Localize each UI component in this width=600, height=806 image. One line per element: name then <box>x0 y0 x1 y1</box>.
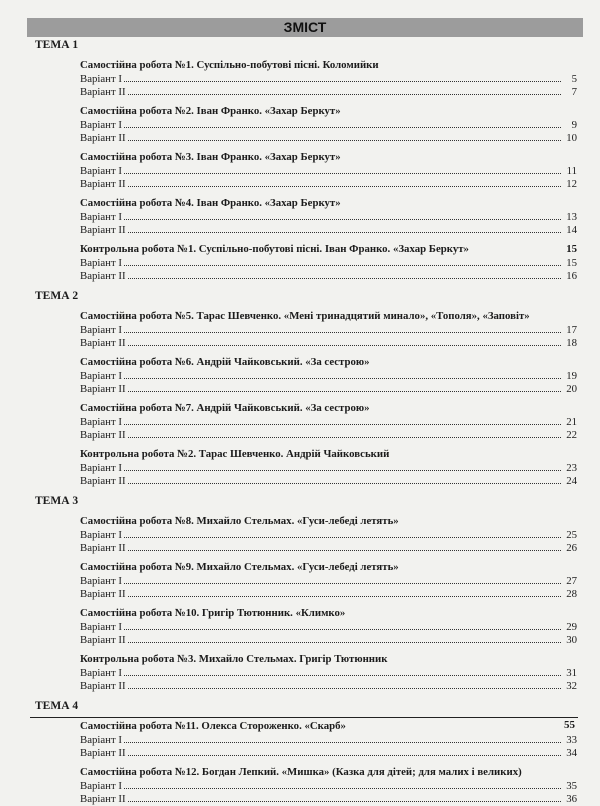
work-title: Самостійна робота №5. Тарас Шевченко. «Мені тринадцятий минало», «Тополя», «Заповіт» <box>80 310 530 322</box>
work-title-row <box>80 513 577 529</box>
variant-row <box>80 793 577 806</box>
variant-page-number: 23 <box>566 462 577 474</box>
work-title: Самостійна робота №12. Богдан Лепкий. «Мишка» (Казка для дітей; для малих і великих) <box>80 766 522 778</box>
work-title: Самостійна робота №11. Олекса Стороженко. «Скарб» <box>80 720 346 732</box>
variant-label: Варіант I <box>80 575 122 587</box>
dot-leader <box>128 179 561 187</box>
work-page-number: 15 <box>566 243 577 255</box>
variant-row <box>80 270 577 283</box>
dot-leader <box>128 384 561 392</box>
theme-heading: ТЕМА 2 <box>35 290 79 302</box>
variant-page-number: 33 <box>566 734 577 746</box>
variant-row <box>80 257 577 270</box>
variant-row <box>80 224 577 237</box>
dot-leader <box>124 371 561 379</box>
work-title: Самостійна робота №9. Михайло Стельмах. «Гуси-лебеді летять» <box>80 561 399 573</box>
variant-page-number: 34 <box>566 747 577 759</box>
variant-page-number: 15 <box>566 257 577 269</box>
variant-page-number: 32 <box>566 680 577 692</box>
variant-row <box>80 86 577 99</box>
variant-label: Варіант II <box>80 86 126 98</box>
work-title-row <box>80 764 577 780</box>
work-title: Самостійна робота №2. Іван Франко. «Захар Беркут» <box>80 105 341 117</box>
dot-leader <box>128 476 561 484</box>
variant-page-number: 36 <box>566 793 577 805</box>
variant-row <box>80 324 577 337</box>
variant-page-number: 9 <box>571 119 577 131</box>
work-title: Самостійна робота №3. Іван Франко. «Захар Беркут» <box>80 151 341 163</box>
work-title-row <box>80 559 577 575</box>
variant-row <box>80 337 577 350</box>
variant-page-number: 17 <box>566 324 577 336</box>
dot-leader <box>124 74 561 82</box>
work-title-row <box>80 103 577 119</box>
dot-leader <box>124 417 561 425</box>
variant-label: Варіант II <box>80 588 126 600</box>
variant-label: Варіант I <box>80 621 122 633</box>
variant-row <box>80 575 577 588</box>
variant-page-number: 22 <box>566 429 577 441</box>
variant-row <box>80 429 577 442</box>
variant-label: Варіант I <box>80 667 122 679</box>
variant-label: Варіант I <box>80 119 122 131</box>
work-title-row <box>80 354 577 370</box>
variant-row <box>80 734 577 747</box>
variant-page-number: 12 <box>566 178 577 190</box>
variant-label: Варіант I <box>80 462 122 474</box>
dot-leader <box>124 325 561 333</box>
dot-leader <box>124 530 561 538</box>
dot-leader <box>128 338 561 346</box>
variant-row <box>80 747 577 760</box>
variant-label: Варіант I <box>80 370 122 382</box>
variant-label: Варіант II <box>80 634 126 646</box>
variant-page-number: 29 <box>566 621 577 633</box>
variant-row <box>80 634 577 647</box>
dot-leader <box>124 576 561 584</box>
variant-label: Варіант II <box>80 747 126 759</box>
variant-page-number: 27 <box>566 575 577 587</box>
variant-row <box>80 588 577 601</box>
variant-label: Варіант I <box>80 780 122 792</box>
work-title-row <box>80 400 577 416</box>
table-of-contents <box>35 38 577 806</box>
dot-leader <box>124 668 561 676</box>
work-title: Самостійна робота №6. Андрій Чайковський. «За сестрою» <box>80 356 370 368</box>
variant-page-number: 18 <box>566 337 577 349</box>
dot-leader <box>124 735 561 743</box>
variant-row <box>80 542 577 555</box>
variant-label: Варіант II <box>80 680 126 692</box>
work-title: Самостійна робота №4. Іван Франко. «Захар Беркут» <box>80 197 341 209</box>
dot-leader <box>128 543 561 551</box>
variant-page-number: 25 <box>566 529 577 541</box>
variant-page-number: 11 <box>566 165 577 177</box>
variant-page-number: 26 <box>566 542 577 554</box>
variant-row <box>80 680 577 693</box>
dot-leader <box>124 622 561 630</box>
variant-label: Варіант II <box>80 224 126 236</box>
work-title-row <box>80 149 577 165</box>
dot-leader <box>124 258 561 266</box>
work-title: Самостійна робота №8. Михайло Стельмах. «Гуси-лебеді летять» <box>80 515 399 527</box>
variant-label: Варіант I <box>80 257 122 269</box>
work-title: Контрольна робота №1. Суспільно-побутові пісні. Іван Франко. «Захар Беркут» <box>80 243 469 255</box>
variant-label: Варіант I <box>80 734 122 746</box>
variant-label: Варіант II <box>80 178 126 190</box>
variant-label: Варіант II <box>80 793 126 805</box>
variant-page-number: 35 <box>566 780 577 792</box>
variant-label: Варіант II <box>80 132 126 144</box>
variant-page-number: 19 <box>566 370 577 382</box>
variant-row <box>80 462 577 475</box>
variant-label: Варіант II <box>80 383 126 395</box>
dot-leader <box>128 430 561 438</box>
variant-page-number: 24 <box>566 475 577 487</box>
dot-leader <box>128 133 561 141</box>
work-title: Самостійна робота №10. Григір Тютюнник. «Климко» <box>80 607 346 619</box>
variant-row <box>80 165 577 178</box>
work-title: Контрольна робота №3. Михайло Стельмах. Григір Тютюнник <box>80 653 388 665</box>
variant-label: Варіант I <box>80 416 122 428</box>
variant-row <box>80 667 577 680</box>
variant-label: Варіант II <box>80 429 126 441</box>
variant-label: Варіант I <box>80 211 122 223</box>
variant-row <box>80 621 577 634</box>
variant-row <box>80 119 577 132</box>
variant-page-number: 31 <box>566 667 577 679</box>
variant-label: Варіант II <box>80 337 126 349</box>
variant-row <box>80 132 577 145</box>
variant-page-number: 13 <box>566 211 577 223</box>
variant-page-number: 30 <box>566 634 577 646</box>
theme-heading: ТЕМА 1 <box>35 39 79 51</box>
theme-heading: ТЕМА 3 <box>35 495 79 507</box>
variant-label: Варіант II <box>80 475 126 487</box>
dot-leader <box>128 681 561 689</box>
variant-row <box>80 178 577 191</box>
page-title: ЗМІСТ <box>27 18 583 37</box>
page-number: 55 <box>564 719 575 731</box>
work-title: Контрольна робота №2. Тарас Шевченко. Андрій Чайковський <box>80 448 390 460</box>
variant-page-number: 5 <box>571 73 577 85</box>
variant-page-number: 16 <box>566 270 577 282</box>
variant-row <box>80 211 577 224</box>
variant-row <box>80 370 577 383</box>
work-title: Самостійна робота №1. Суспільно-побутові пісні. Коломийки <box>80 59 379 71</box>
variant-row <box>80 529 577 542</box>
variant-label: Варіант II <box>80 270 126 282</box>
variant-page-number: 7 <box>571 86 577 98</box>
variant-page-number: 14 <box>566 224 577 236</box>
dot-leader <box>124 120 561 128</box>
dot-leader <box>128 225 561 233</box>
variant-label: Варіант I <box>80 324 122 336</box>
variant-label: Варіант II <box>80 542 126 554</box>
variant-page-number: 10 <box>566 132 577 144</box>
work-title-row <box>80 605 577 621</box>
dot-leader <box>128 635 561 643</box>
dot-leader <box>124 463 561 471</box>
work-title-row <box>80 308 577 324</box>
variant-label: Варіант I <box>80 73 122 85</box>
work-title-row <box>80 195 577 211</box>
work-title-row <box>80 651 577 667</box>
variant-page-number: 21 <box>566 416 577 428</box>
dot-leader <box>124 781 561 789</box>
work-title-row <box>80 241 577 257</box>
work-title-row <box>80 57 577 73</box>
dot-leader <box>124 166 561 174</box>
work-title: Самостійна робота №7. Андрій Чайковський. «За сестрою» <box>80 402 370 414</box>
dot-leader <box>128 794 561 802</box>
dot-leader <box>124 212 561 220</box>
variant-page-number: 28 <box>566 588 577 600</box>
variant-page-number: 20 <box>566 383 577 395</box>
variant-row <box>80 475 577 488</box>
variant-label: Варіант I <box>80 529 122 541</box>
dot-leader <box>128 271 561 279</box>
work-title-row <box>80 718 577 734</box>
footer-divider <box>30 717 578 718</box>
variant-row <box>80 383 577 396</box>
variant-row <box>80 73 577 86</box>
work-title-row <box>80 446 577 462</box>
dot-leader <box>128 589 561 597</box>
dot-leader <box>128 87 561 95</box>
variant-label: Варіант I <box>80 165 122 177</box>
variant-row <box>80 416 577 429</box>
dot-leader <box>128 748 561 756</box>
variant-row <box>80 780 577 793</box>
theme-heading: ТЕМА 4 <box>35 700 79 712</box>
